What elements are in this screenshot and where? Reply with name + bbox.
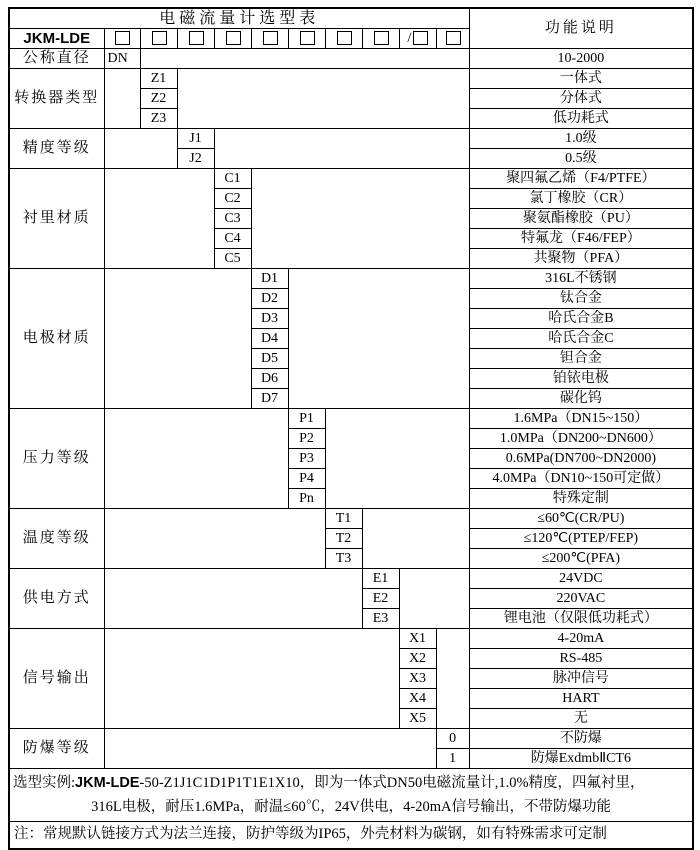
desc-cell: 低功耗式 [469,109,693,129]
desc-cell: 无 [469,709,693,729]
desc-cell: 分体式 [469,89,693,109]
empty-cell [362,509,469,569]
section-label-temperature-rating: 温度等级 [9,509,104,569]
model-checkbox-cell[interactable] [251,29,288,49]
checkbox-icon [300,31,315,45]
table-title: 电磁流量计选型表 [9,8,469,29]
code-cell: T3 [325,549,362,569]
code-cell: C5 [214,249,251,269]
section-label-lining-material: 衬里材质 [9,169,104,269]
empty-cell [214,129,469,169]
code-cell: Z1 [140,69,177,89]
selection-example [9,769,693,822]
checkbox-icon [446,31,461,45]
section-label-explosion-proof-rating: 防爆等级 [9,729,104,769]
desc-cell: 1.0级 [469,129,693,149]
empty-cell [288,269,469,409]
desc-cell: 氯丁橡胶（CR） [469,189,693,209]
empty-cell [104,129,177,169]
desc-cell: 防爆ExdmbⅡCT6 [469,749,693,769]
desc-cell: 特殊定制 [469,489,693,509]
empty-cell [104,269,251,409]
checkbox-icon [337,31,352,45]
code-cell: E2 [362,589,399,609]
code-cell: J2 [177,149,214,169]
code-cell: X4 [399,689,436,709]
section-label-power-supply: 供电方式 [9,569,104,629]
desc-cell: 1.6MPa（DN15~150） [469,409,693,429]
desc-cell: ≤120℃(PTEP/FEP) [469,529,693,549]
example-rest: -50-Z1J1C1D1P1T1E1X10，即为一体式DN50电磁流量计,1.0%精度，四氟衬里， [139,775,645,791]
function-column-header: 功能说明 [469,8,693,49]
desc-cell: 0.6MPa(DN700~DN2000) [469,449,693,469]
code-cell: J1 [177,129,214,149]
model-checkbox-cell[interactable] [140,29,177,49]
empty-cell [436,629,469,729]
code-cell: C2 [214,189,251,209]
empty-cell [325,409,469,509]
model-checkbox-cell[interactable] [104,29,140,49]
example-prefix: 选型实例: [13,775,76,791]
desc-cell: ≤60℃(CR/PU) [469,509,693,529]
empty-cell [104,729,436,769]
desc-cell: HART [469,689,693,709]
desc-cell: 1.0MPa（DN200~DN600） [469,429,693,449]
desc-cell: 脉冲信号 [469,669,693,689]
desc-cell: 锂电池（仅限低功耗式） [469,609,693,629]
desc-cell: 不防爆 [469,729,693,749]
code-cell: D4 [251,329,288,349]
code-cell: C3 [214,209,251,229]
desc-cell: 碳化钨 [469,389,693,409]
code-cell: C4 [214,229,251,249]
desc-cell: 钛合金 [469,289,693,309]
desc-cell: 哈氏合金C [469,329,693,349]
code-cell: P3 [288,449,325,469]
empty-cell [104,409,288,509]
code-cell: X5 [399,709,436,729]
model-prefix: JKM-LDE [9,29,104,49]
checkbox-icon [413,31,428,45]
code-cell: D5 [251,349,288,369]
model-checkbox-cell[interactable] [399,29,436,49]
desc-cell: 一体式 [469,69,693,89]
empty-cell [140,49,469,69]
model-checkbox-cell[interactable] [177,29,214,49]
desc-cell: RS-485 [469,649,693,669]
desc-cell: 铂铱电极 [469,369,693,389]
desc-cell: 哈氏合金B [469,309,693,329]
code-cell: X2 [399,649,436,669]
empty-cell [104,629,399,729]
empty-cell [104,169,214,269]
empty-cell [177,69,469,129]
checkbox-icon [152,31,167,45]
desc-cell: 0.5级 [469,149,693,169]
model-checkbox-cell[interactable] [288,29,325,49]
desc-cell: 特氟龙（F46/FEP） [469,229,693,249]
section-label-pressure-rating: 压力等级 [9,409,104,509]
note-text: 注：常规默认链接方式为法兰连接，防护等级为IP65，外壳材料为碳钢，如有特殊需求可定制 [9,822,693,849]
desc-cell: ≤200℃(PFA) [469,549,693,569]
example-line-1 [13,771,689,795]
slash-separator: / [407,30,412,46]
code-cell: DN [104,49,140,69]
checkbox-icon [115,31,130,45]
desc-cell: 316L不锈钢 [469,269,693,289]
code-cell: D1 [251,269,288,289]
desc-cell: 聚四氟乙烯（F4/PTFE） [469,169,693,189]
code-cell: 0 [436,729,469,749]
code-cell: P1 [288,409,325,429]
empty-cell [104,569,362,629]
example-line-2: 316L电极，耐压1.6MPa，耐温≤60℃，24V供电，4-20mA信号输出，不带防爆功能 [91,799,611,815]
empty-cell [104,69,140,129]
desc-cell: 共聚物（PFA） [469,249,693,269]
desc-cell: 钽合金 [469,349,693,369]
code-cell: P2 [288,429,325,449]
code-cell: 1 [436,749,469,769]
code-cell: D2 [251,289,288,309]
selection-table [8,7,694,850]
section-label-converter-type: 转换器类型 [9,69,104,129]
model-checkbox-cell[interactable] [436,29,469,49]
empty-cell [399,569,469,629]
desc-cell: 24VDC [469,569,693,589]
model-checkbox-cell[interactable] [214,29,251,49]
section-label-nominal-diameter: 公称直径 [9,49,104,69]
code-cell: T1 [325,509,362,529]
code-cell: X3 [399,669,436,689]
code-cell: Z3 [140,109,177,129]
empty-cell [104,509,325,569]
checkbox-icon [189,31,204,45]
code-cell: D6 [251,369,288,389]
code-cell: E1 [362,569,399,589]
code-cell: P4 [288,469,325,489]
code-cell: D7 [251,389,288,409]
code-cell: C1 [214,169,251,189]
checkbox-icon [263,31,278,45]
section-label-electrode-material: 电极材质 [9,269,104,409]
code-cell: T2 [325,529,362,549]
desc-cell: 4.0MPa（DN10~150可定做） [469,469,693,489]
section-label-signal-output: 信号输出 [9,629,104,729]
example-model-bold: JKM-LDE [75,775,140,791]
code-cell: E3 [362,609,399,629]
desc-cell: 220VAC [469,589,693,609]
section-label-accuracy-class: 精度等级 [9,129,104,169]
model-checkbox-cell[interactable] [325,29,362,49]
checkbox-icon [374,31,389,45]
desc-cell: 10-2000 [469,49,693,69]
desc-cell: 聚氨酯橡胶（PU） [469,209,693,229]
code-cell: Z2 [140,89,177,109]
desc-cell: 4-20mA [469,629,693,649]
empty-cell [251,169,469,269]
code-cell: X1 [399,629,436,649]
checkbox-icon [226,31,241,45]
code-cell: D3 [251,309,288,329]
code-cell: Pn [288,489,325,509]
model-checkbox-cell[interactable] [362,29,399,49]
